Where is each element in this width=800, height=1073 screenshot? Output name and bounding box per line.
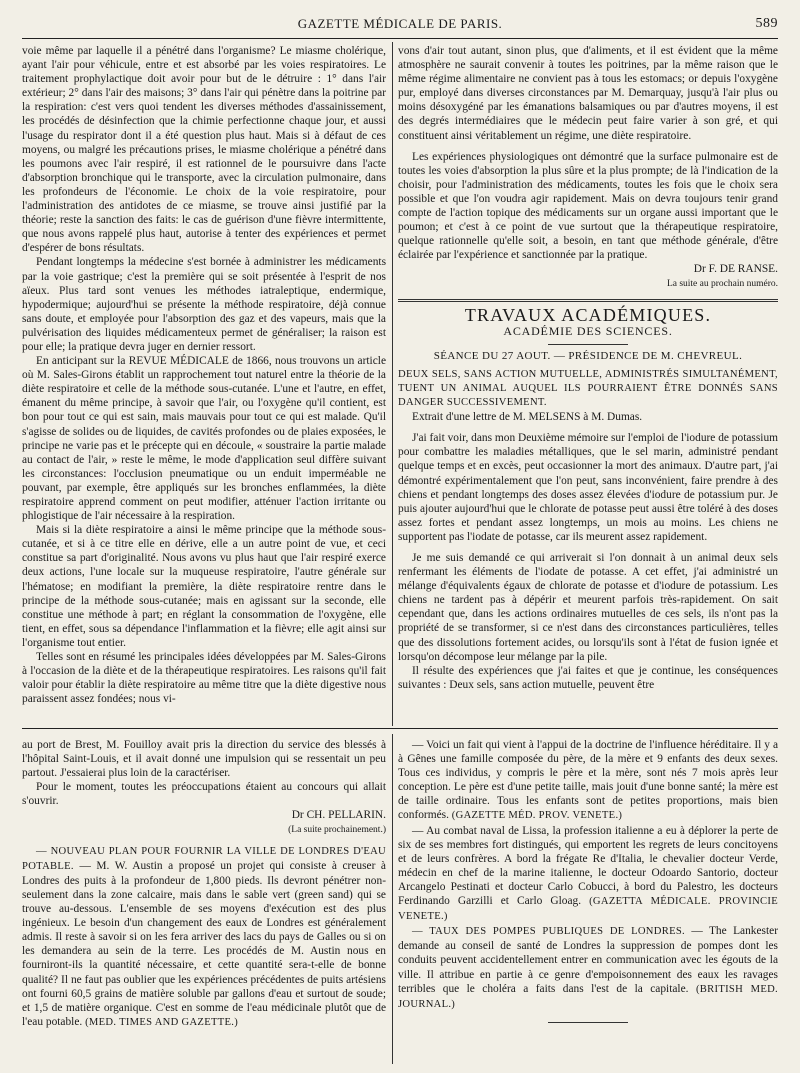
session-heading: SÉANCE DU 27 AOUT. — PRÉSIDENCE DE M. CHEVREUL. bbox=[433, 349, 743, 362]
paragraph: au port de Brest, M. Fouilloy avait pris la direction du service des blessés à l'hôpital Saint-Louis, et il avait donné une impulsion qui se ressentait un peu partout. J'essaierai plus loin de la caractériser. bbox=[22, 739, 386, 780]
continued-note: (La suite prochainement.) bbox=[288, 824, 386, 835]
news-title: — NOUVEAU PLAN POUR FOURNIR LA VILLE DE LONDRES D'EAU POTABLE. bbox=[22, 845, 386, 872]
news-text: — The Lankester demande au conseil de santé de Londres la suppression de pompes dont les conduits peuvent accidentellement entrer en communication avec les égouts de la ville. Il attribue en partie à ce genre d'empoisonnement des eaux les ravages terribles que le choléra a faits dans l'est de la capitale. bbox=[398, 925, 778, 995]
journal-title: GAZETTE MÉDICALE DE PARIS. bbox=[297, 16, 503, 31]
paragraph: Pendant longtemps la médecine s'est bornée à administrer les médicaments par la voie gastrique; c'est la première qui se soit présentée à l'esprit de nos aïeux. Plus tard sont venues les méthodes iatraleptique, endermique, hypodermique; aujourd'hui se présente la méthode respiratoire, déjà connue sans doute, et employée pour l'absorption des gaz et des vapeurs, mais que la pulvérisation des liquides médicamenteux permet de généraliser; la raison est pour elle; la pratique devra juger en dernier ressort. bbox=[22, 256, 386, 353]
news-text: — M. W. Austin a proposé un projet qui consiste à creuser à Londres des puits à la profondeur de 1,800 pieds. Ils devront pénétrer non-seulement dans la zone calcaire, mais dans le sable vert (green sand) qui se trouve au-dessous. L'ensemble de ses moyens d'exécution est des plus ingénieux. Le besoin d'un changement des eaux de Londres est généralement admis. Il reste à savoir si on les fera arriver des lacs du pays de Galles ou si on les demandera au sein de la terre. Les procédés de M. Austin nous en fourniront-ils la quantité nécessaire, et cette quantité sera-t-elle de bonne qualité? Il ne faut pas oublier que les expériences précédentes de puits artésiens ont fourni 60,5 grains de matière soluble par gallons d'eau et surtout de soude; et 1,5 de matière organique. C'est en somme de l'eau médicinale plutôt que de l'eau potable. bbox=[22, 859, 386, 1028]
lower-left-column bbox=[22, 738, 386, 1068]
paragraph: Pour le moment, toutes les préoccupations étaient au concours qui allait s'ouvrir. bbox=[22, 781, 386, 808]
page-number: 589 bbox=[755, 16, 778, 31]
author-signature: Dr CH. PELLARIN. bbox=[291, 809, 386, 822]
author-signature: Dr F. DE RANSE. bbox=[693, 263, 778, 276]
academy-heading: ACADÉMIE DES SCIENCES. bbox=[503, 323, 673, 338]
news-title: — TAUX DES POMPES PUBLIQUES DE LONDRES. bbox=[412, 926, 685, 938]
section-divider bbox=[398, 299, 778, 302]
news-source: (BRITISH MED. JOURNAL.) bbox=[398, 983, 778, 1010]
running-head bbox=[22, 10, 778, 36]
upper-left-column bbox=[22, 44, 386, 722]
header-rule bbox=[22, 38, 778, 39]
paragraph: Mais si la diète respiratoire a ainsi le même principe que la méthode sous-cutanée, et si à ce titre elle en dérive, elle a un autre point de vue, et ceci constitue sa part d'originalité. Nous avons vu plus haut que l'air respiré exerce deux actions, l'une locale sur la muqueuse respiratoire, l'autre générale sur l'hématose; en modifiant la première, la diète respiratoire rentre dans le principe de la méthode sous-cutanée; mais en agissant sur la seconde, elle constitue une méthode à part; en réglant la consommation de l'oxygène, elle tient, en effet, sous sa dépendance l'inflammation et la fièvre; elle agit ainsi sur l'organisme tout entier. bbox=[22, 524, 386, 649]
section-title: TRAVAUX ACADÉMIQUES. bbox=[464, 304, 712, 325]
continued-note: La suite au prochain numéro. bbox=[666, 278, 778, 289]
paragraph: Telles sont en résumé les principales idées développées par M. Sales-Girons à l'occasion de la diète et de la thérapeutique respiratoires. Les raisons qu'il fait valoir pour établir la diète respiratoire au même titre que la diète digestive nous paraissent assez fondées; nous vi- bbox=[22, 651, 386, 706]
article-byline: Extrait d'une lettre de M. MELSENS à M. Dumas. bbox=[412, 411, 643, 424]
paragraph: vons d'air tout autant, sinon plus, que d'aliments, et il est évident que la même atmosphère ne saurait convenir à toutes les poitrines, par la même raison que le même régime alimentaire ne convient pas à tous les estomacs; or depuis l'oxygène pur, employé dans diverses circonstances par M. Demarquay, jusqu'à l'air plus ou moins désoxygéné par les émanations balsamiques ou par d'autres moyens, il est des degrés intermédiaires que le médecin peut faire varier à son gré, et qui constituent ainsi véritablement un régime, une diète respiratoire. bbox=[398, 45, 778, 142]
news-source: (MED. TIMES AND GAZETTE.) bbox=[85, 1016, 239, 1028]
paragraph: voie même par laquelle il a pénétré dans l'organisme? Le miasme cholérique, ayant l'air pour véhicule, entre et est absorbé par les voies respiratoires. Le traitement prophylactique doit avoir pour but de le détruire : 1° dans l'air extérieur; 2° dans l'air des maisons; 3° dans l'air qui pénètre dans la poitrine par la respiration: c'est vers quoi tendent les diverses méthodes d'assainissement, les procédés de désinfection que la chimie perfectionne chaque jour, et aussi l'usage du respirator dont il a été question plus haut. Mais si à défaut de ces moyens, ou malgré les précautions prises, le miasme cholérique a pénétré dans les poumons avec l'air respiré, il est rationnel de le poursuivre dans l'acte d'absorption bronchique qui le transporte, avec la circulation pulmonaire, dans les profondeurs de l'économie. Le choix de la voie respiratoire, pour l'administration des antidotes de ce miasme, se trouve ainsi justifié par la théorie; reste la sanction des faits: le cas de guérison d'une fièvre intermittente, que nous avons rappelé plus haut, autorise à tenter des expériences et permet d'espérer de bons résultats. bbox=[22, 45, 386, 255]
short-rule bbox=[548, 344, 628, 345]
paragraph: Les expériences physiologiques ont démontré que la surface pulmonaire est de toutes les voies d'absorption la plus sûre et la plus prompte; de là l'indication de la choisir, pour l'administration des médicaments, toutes les fois que le choix sera possible et que l'on voudra agir rapidement. Mais on devra toujours tenir grand compte de l'action topique des médicaments sur un organe aussi important que le poumon; et c'est à ce point de vue surtout que la thérapeutique respiratoire, quelque rationnelle qu'elle soit, a besoin, en tant que méthode générale, d'être éclairée par l'expérience et sanctionnée par la pratique. bbox=[398, 150, 778, 262]
news-text: — Au combat naval de Lissa, la profession italienne a eu à déplorer la perte de six de ses membres fort distingués, qui emportent les regrets de leurs concitoyens et de leurs confrères. A bord la frégate Re d'Italia, le chevalier docteur Verde, médecin en chef de la marine italienne, le docteur Odoardo Santorio, docteur Arcangelo Pestinati et docteur Carlo Cobucci, à bord du Palestro, les docteurs Ferdinando Garzilli et Carlo Gloag. bbox=[398, 824, 778, 908]
news-source: (GAZETTE MÉD. PROV. VENETE.) bbox=[451, 810, 623, 822]
lower-right-column bbox=[398, 738, 778, 1068]
paragraph: J'ai fait voir, dans mon Deuxième mémoire sur l'emploi de l'iodure de potassium pour combattre les maladies métalliques, que le sel marin, administré pendant quelque temps et en excès, peut occasionner la mort des animaux. D'autre part, j'ai démontré expérimentalement que l'on peut, sans inconvénient, faire prendre à des chiens et pendant longtemps des doses assez élevées d'iodure de potassium pur. Je puis ajouter aujourd'hui que le chlorate de potasse peut aussi être toléré à des doses assez fortes et pendant assez longtemps, un mois au moins. Les chiens ne supportent pas l'iodate de potasse, car ils meurent assez rapidement. bbox=[398, 432, 778, 543]
column-divider bbox=[392, 734, 393, 1064]
column-divider bbox=[392, 42, 393, 726]
end-rule bbox=[548, 1022, 628, 1023]
band-rule bbox=[22, 728, 778, 729]
article-title: DEUX SELS, SANS ACTION MUTUELLE, ADMINISTRÉS SIMULTANÉMENT, TUENT UN ANIMAL AUQUEL ILS POURRAIENT ÊTRE DONNÉS SANS DANGER SUCCESSIVEMENT. bbox=[398, 368, 778, 409]
paragraph: Il résulte des expériences que j'ai faites et que je continue, les conséquences suivantes : Deux sels, sans action mutuelle, peuvent être bbox=[398, 664, 778, 691]
paragraph: Je me suis demandé ce qui arriverait si l'on donnait à un animal deux sels renfermant les éléments de l'iodate de potasse. A cet effet, j'ai administré un mélange d'équivalents égaux de chlorate de potasse et d'iodure de potassium. Les chiens ne tardent pas à dépérir et meurent parfois très-rapidement. On sait cependant que, dans les actions ordinaires mutuelles de ces sels, ils n'ont pas la propriété de se transformer, si ce n'est dans des circonstances particulières, telles que des dissolutions fortement acides, ou lorsqu'ils sont à l'état de fusion ignée et lorsqu'on décompose leur mélange par la pile. bbox=[398, 552, 778, 663]
news-source: (GAZETTA MÉDICALE. PROVINCIE VENETE.) bbox=[398, 896, 778, 923]
upper-right-column bbox=[398, 44, 778, 722]
paragraph: En anticipant sur la REVUE MÉDICALE de 1866, nous trouvons un article où M. Sales-Girons établit un rapprochement tout naturel entre la théorie de la diète respiratoire et celle de la méthode sous-cutanée. L'une et l'autre, en effet, émanent du même principe, à savoir que l'air, ou l'oxygène qu'il contient, est bon pour tout ce qui est sain, mais mauvais pour tout ce qui est malade. Qu'il s'agisse de solides ou de liquides, de cavités profondes ou de plaies exposées, le principe ne varie pas et le précepte qui en découle, « soustraire la partie malade au contact de l'air, » reste le même, le mode d'application seul diffère suivant les circonstances: l'occlusion pneumatique ou un enduit imperméable ne pouvant, par exemple, être appliqués sur les bronches enflammées, la diète respiratoire apprend comment on peut modifier, atténuer l'action irritante ou phlogistique de l'air nécessaire à la respiration. bbox=[22, 355, 386, 523]
news-text: — Voici un fait qui vient à l'appui de la doctrine de l'influence héréditaire. Il y a à Gênes une famille composée du père, de la mère et 9 enfants des deux sexes. Tous ces individus, y compris le père et la mère, sont nés 7 mois après leur conception. Le père est d'une petite taille, mais jouit d'une bonne santé; la mère est de taille ordinaire. Tous les enfants sont de petites proportions, mais bien conformés. bbox=[398, 739, 778, 822]
